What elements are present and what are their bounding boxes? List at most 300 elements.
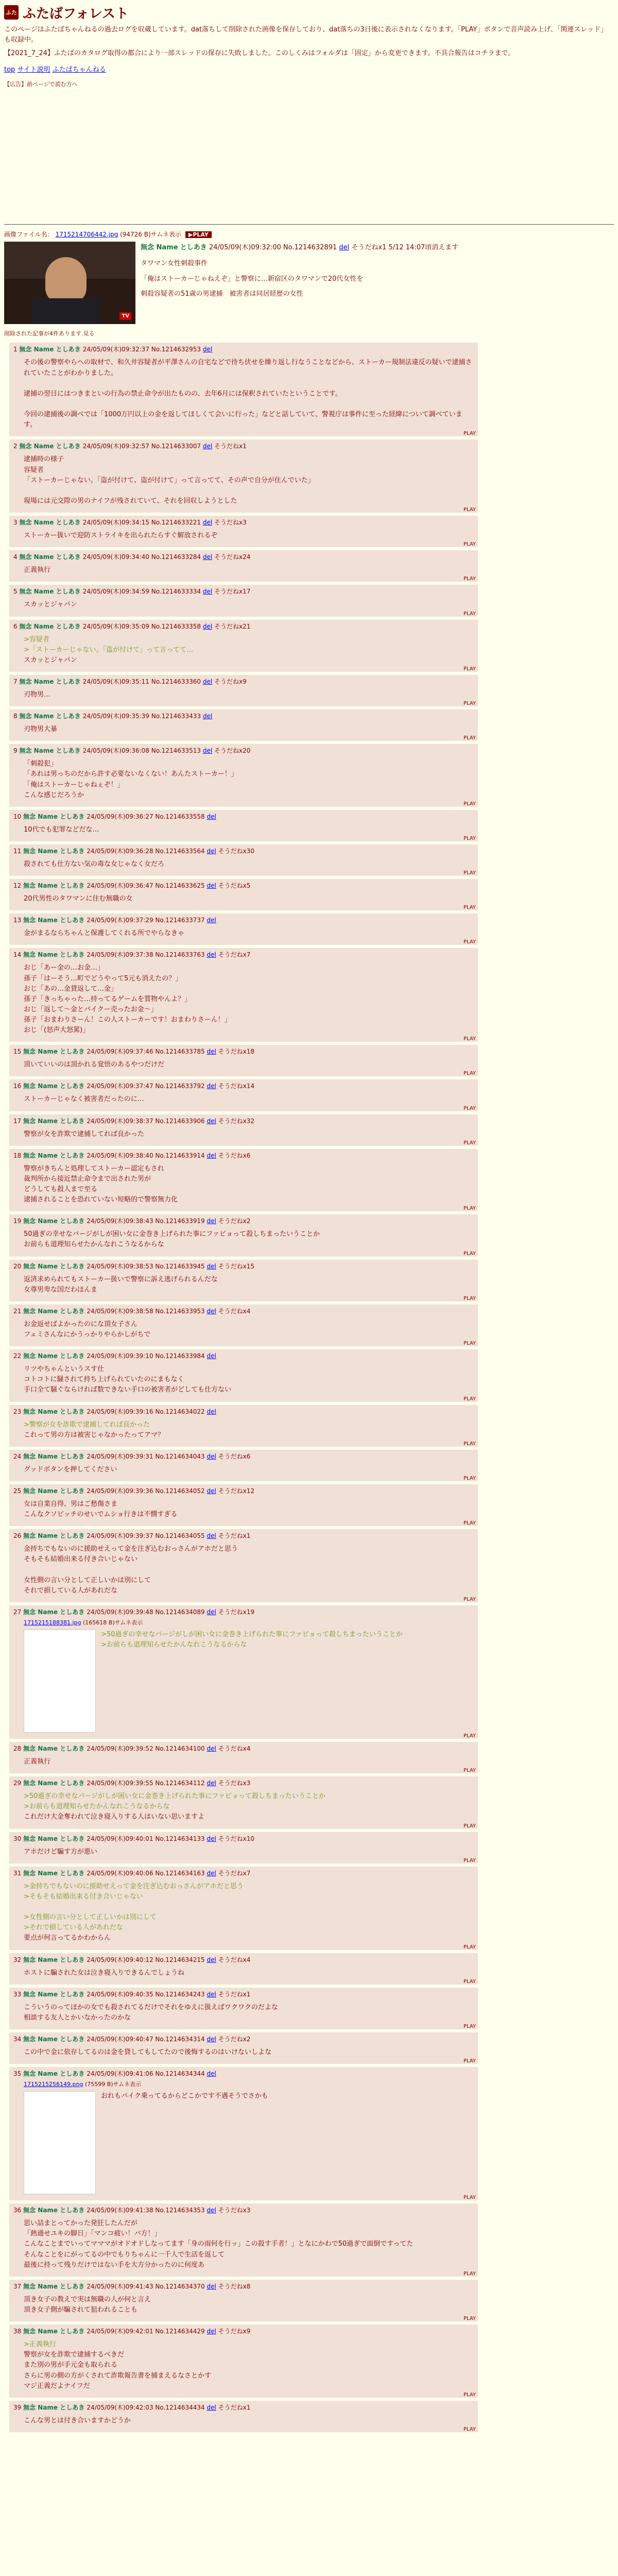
post-line: アホだけど騙す方が悪い — [24, 1848, 98, 1856]
post-header — [13, 950, 474, 959]
post-line: スカッとジャパン — [24, 656, 77, 664]
soudane-count[interactable]: そうだねx18 — [216, 1048, 255, 1056]
post-body — [24, 2295, 474, 2315]
reply-post — [9, 1605, 478, 1739]
del-link[interactable]: del — [207, 1307, 216, 1315]
post-line: グッドボタンを押してください — [24, 1465, 117, 1473]
post-date: 24/05/09(木)09:32:57 No.1214633007 — [82, 443, 203, 450]
play-link[interactable]: PLAY — [463, 1768, 476, 1774]
soudane-count[interactable]: そうだねx1 — [216, 1990, 251, 1998]
del-link[interactable]: del — [207, 1487, 216, 1495]
reply-post — [9, 585, 478, 616]
del-link[interactable]: del — [207, 1608, 216, 1616]
poster-uid: としあき — [60, 1452, 87, 1460]
play-link[interactable]: PLAY — [463, 1036, 476, 1042]
del-link[interactable]: del — [207, 1352, 216, 1360]
post-line: 10代でも犯罪などだな… — [24, 825, 99, 834]
poster-name: 無念 Name — [23, 2207, 60, 2214]
post-date: 24/05/09(木)09:34:40 No.1214633284 — [82, 553, 203, 561]
poster-name: 無念 Name — [23, 1835, 60, 1842]
play-link[interactable]: PLAY — [463, 666, 476, 672]
del-link[interactable]: del — [207, 1117, 216, 1125]
post-line: >容疑者 — [24, 635, 49, 643]
play-link[interactable]: PLAY — [463, 541, 476, 548]
post-body — [24, 2003, 474, 2023]
reply-post — [9, 1832, 478, 1863]
poster-name: 無念 Name — [23, 1780, 60, 1787]
play-link[interactable]: PLAY — [463, 1105, 476, 1111]
post-line: おじ「あの…金貸返して…金」 — [24, 985, 118, 993]
play-link[interactable]: PLAY — [463, 1733, 476, 1739]
soudane-count[interactable]: そうだねx7 — [216, 1869, 251, 1877]
del-link[interactable]: del — [207, 882, 216, 890]
post-date: 24/05/09(木)09:39:37 No.1214634055 — [87, 1532, 207, 1540]
op-image[interactable] — [4, 242, 135, 324]
soudane-count[interactable]: そうだねx17 — [212, 588, 251, 596]
post-index: 18 — [13, 1151, 24, 1159]
post-line: 「熱通せユキの脚日」「マンコ疲い！バ方！」 — [24, 2230, 161, 2238]
post-line: 手口全て騒ぐならければ数できない手口の被害者がどしても仕方ない — [24, 1386, 232, 1394]
poster-uid: としあき — [56, 553, 83, 561]
del-link[interactable]: del — [207, 2035, 216, 2043]
del-link[interactable]: del — [207, 1835, 216, 1842]
play-link[interactable]: PLAY — [463, 1140, 476, 1146]
intro-text-1: このページはふたばちゃんねるの過去ログを収蔵しています。dat落ちして削除された画像を保存しており、dat落ちの3日後に表示されなくなります。「PLAY」ボタンで音声読み上げ、「関連スレッド」も収録中。 — [4, 26, 608, 44]
del-link[interactable]: del — [207, 2403, 216, 2411]
poster-name: 無念 Name — [23, 882, 60, 890]
reply-post — [9, 1079, 478, 1111]
post-line: 頂き女子の教えで実は無職の人が何と言え — [24, 2295, 151, 2303]
play-link[interactable]: PLAY — [463, 2195, 476, 2201]
soudane-count[interactable]: そうだねx6 — [216, 1151, 251, 1159]
post-header — [13, 1407, 474, 1416]
del-link[interactable]: del — [202, 346, 213, 353]
reply-post — [9, 1450, 478, 1481]
post-header — [13, 1262, 474, 1270]
attachment-thumbnail[interactable] — [24, 2091, 96, 2194]
post-body — [24, 1129, 474, 1140]
del-link[interactable]: del — [207, 1532, 216, 1540]
post-line: 相談する友人とかいなかったのかな — [24, 2013, 131, 2022]
play-link[interactable]: PLAY — [463, 939, 476, 945]
poster-uid: としあき — [60, 2207, 87, 2214]
post-header — [13, 812, 474, 821]
op-line: タワマン女性刺殺事件 — [141, 260, 208, 268]
post-header — [13, 345, 474, 353]
del-link[interactable]: del — [207, 1956, 216, 1963]
post-body — [24, 635, 474, 666]
post-line: 孫子「はーそう…町でどうやって5元も消えたの？」 — [24, 974, 182, 982]
post-line: それで損している人があれだな — [24, 1586, 118, 1595]
poster-uid: としあき — [60, 1262, 87, 1270]
post-date: 24/05/09(木)09:39:48 No.1214634089 — [87, 1608, 207, 1616]
poster-name: 無念 Name — [23, 2328, 60, 2335]
post-date: 24/05/09(木)09:36:27 No.1214633558 — [87, 812, 207, 820]
post-line: フェミさんなにかうっかりやらかしがちで — [24, 1331, 151, 1339]
post-index: 38 — [13, 2328, 24, 2335]
del-link[interactable]: del — [207, 1869, 216, 1877]
post-header — [13, 587, 474, 596]
play-link[interactable]: PLAY — [463, 701, 476, 707]
soudane-count[interactable]: そうだねx1 — [216, 1532, 251, 1540]
del-link[interactable]: del — [207, 1408, 216, 1415]
del-link[interactable]: del — [207, 917, 216, 924]
play-link[interactable]: PLAY — [463, 1206, 476, 1212]
play-link[interactable]: PLAY — [463, 1823, 476, 1829]
del-link[interactable]: del — [207, 1452, 216, 1460]
post-header — [13, 1531, 474, 1540]
post-index: 11 — [13, 847, 24, 855]
soudane-count[interactable]: そうだねx10 — [216, 1835, 255, 1842]
post-date: 24/05/09(木)09:38:58 No.1214633953 — [87, 1307, 207, 1315]
play-link[interactable]: PLAY — [463, 1295, 476, 1301]
reply-post — [9, 744, 478, 807]
soudane-count[interactable]: そうだねx4 — [216, 1745, 251, 1752]
del-link[interactable]: del — [207, 1082, 216, 1090]
poster-uid: としあき — [60, 1608, 87, 1616]
reply-post — [9, 1867, 478, 1950]
post-date: 24/05/09(木)09:41:06 No.1214634344 — [87, 2070, 207, 2078]
post-line: 女性側の言い分として正しいかは別にして — [24, 1576, 151, 1584]
poster-name: 無念 Name — [19, 553, 56, 561]
soudane-count[interactable]: そうだねx12 — [216, 1487, 255, 1495]
post-line: >50過ぎの幸せなバージがしが困い女に金巻き上げられた事にファビョって殺しちまったいうことか — [101, 1631, 403, 1638]
post-body — [24, 1465, 474, 1475]
post-line: 刃物男… — [24, 690, 51, 699]
play-link[interactable]: PLAY — [463, 1071, 476, 1077]
play-link[interactable]: PLAY — [463, 576, 476, 582]
del-link[interactable]: del — [207, 1990, 216, 1998]
post-header — [13, 1047, 474, 1056]
poster-uid: としあき — [60, 1048, 87, 1056]
post-body — [24, 358, 474, 430]
soudane-count[interactable]: そうだねx19 — [216, 1608, 255, 1616]
post-date: 24/05/09(木)09:37:46 No.1214633785 — [87, 1048, 207, 1056]
poster-name: 無念 Name — [19, 747, 56, 755]
post-line: 裁判所から接近禁止命令まで出された男が — [24, 1175, 151, 1183]
post-header — [13, 622, 474, 631]
post-body — [24, 724, 474, 735]
del-link[interactable]: del — [202, 622, 213, 630]
play-link[interactable]: PLAY — [463, 1396, 476, 1402]
poster-uid: としあき — [56, 622, 83, 630]
del-link[interactable]: del — [207, 1745, 216, 1752]
post-line: 刃物男大暴 — [24, 725, 58, 734]
soudane-count[interactable]: そうだねx3 — [212, 519, 247, 527]
poster-uid: としあき — [56, 747, 83, 755]
post-date: 24/05/09(木)09:40:06 No.1214634163 — [87, 1869, 207, 1877]
play-link[interactable]: PLAY — [463, 870, 476, 876]
del-link[interactable]: del — [207, 1780, 216, 1787]
del-link[interactable]: del — [207, 847, 216, 855]
poster-uid: としあき — [60, 1745, 87, 1752]
reply-post — [9, 439, 478, 513]
soudane-count[interactable]: そうだねx24 — [212, 553, 251, 561]
post-header — [13, 442, 474, 450]
post-body — [24, 1791, 474, 1822]
post-index: 24 — [13, 1452, 24, 1460]
post-line: >正義執行 — [24, 2341, 56, 2349]
post-body — [24, 825, 474, 835]
post-line: 逮捕時の様子 — [24, 455, 64, 464]
post-line: 現場には元交際の男のナイフが残されていて、それを回収しようとした — [24, 497, 237, 505]
poster-name: 無念 Name — [23, 1956, 60, 1963]
post-date: 24/05/09(木)09:41:38 No.1214634353 — [87, 2207, 207, 2214]
del-link[interactable]: del — [202, 443, 213, 450]
post-body — [24, 1968, 474, 1978]
play-link[interactable]: PLAY — [463, 1520, 476, 1527]
post-line: 容疑者 — [24, 466, 44, 474]
post-header — [13, 1216, 474, 1225]
post-date: 24/05/09(木)09:39:10 No.1214633984 — [87, 1352, 207, 1360]
soudane-count[interactable]: そうだねx2 — [216, 1217, 251, 1225]
nav-futaba-link[interactable]: ふたばちゃんねる — [52, 66, 106, 74]
post-index: 19 — [13, 1217, 24, 1225]
play-link[interactable]: PLAY — [463, 735, 476, 741]
play-link[interactable]: PLAY — [463, 1597, 476, 1602]
poster-uid: としあき — [60, 1217, 87, 1225]
play-button[interactable]: ▶PLAY — [185, 231, 212, 238]
soudane-count[interactable]: そうだねx32 — [216, 1117, 255, 1125]
play-link[interactable]: PLAY — [463, 2426, 476, 2432]
soudane-count[interactable]: そうだねx5 — [216, 882, 251, 890]
post-date: 24/05/09(木)09:40:47 No.1214634314 — [87, 2035, 207, 2043]
post-body — [24, 1757, 474, 1767]
play-link[interactable]: PLAY — [463, 1476, 476, 1482]
del-link[interactable]: del — [339, 244, 350, 252]
play-link[interactable]: PLAY — [463, 835, 476, 841]
post-date: 24/05/09(木)09:36:47 No.1214633625 — [87, 882, 207, 890]
soudane-count[interactable]: そうだねx4 — [216, 1307, 251, 1315]
poster-uid: としあき — [60, 1352, 87, 1360]
poster-uid: としあき — [60, 1956, 87, 1963]
reply-post — [9, 2067, 478, 2200]
post-index: 30 — [13, 1835, 24, 1842]
del-link[interactable]: del — [207, 812, 216, 820]
play-link[interactable]: PLAY — [463, 1944, 476, 1950]
del-link[interactable]: del — [207, 2328, 216, 2335]
soudane-count[interactable]: そうだねx3 — [216, 2207, 251, 2214]
post-line: 金持ちでもないのに援助せえって金を注ぎ込むおっさんがアホだと思う — [24, 1545, 238, 1553]
del-link[interactable]: del — [207, 1048, 216, 1056]
attachment-link[interactable]: 1715215188381.jpg — [24, 1619, 81, 1626]
post-header — [13, 518, 474, 527]
post-line: こんな感じだろうか — [24, 791, 84, 799]
poster-name: 無念 Name — [23, 1869, 60, 1877]
site-title[interactable]: ふたばフォレスト — [23, 6, 129, 22]
post-header — [13, 2069, 474, 2078]
post-line — [24, 1902, 474, 1912]
poster-uid: としあき — [60, 1835, 87, 1842]
play-link[interactable]: PLAY — [463, 905, 476, 911]
post-header — [13, 1834, 474, 1843]
post-date: 24/05/09(木)09:34:59 No.1214633334 — [82, 588, 203, 596]
del-link[interactable]: del — [202, 519, 213, 527]
post-index: 15 — [13, 1048, 24, 1056]
play-link[interactable]: PLAY — [463, 2058, 476, 2064]
post-index: 37 — [13, 2282, 24, 2290]
play-link[interactable]: PLAY — [463, 1440, 476, 1447]
del-link[interactable]: del — [202, 747, 213, 755]
play-link[interactable]: PLAY — [463, 431, 476, 437]
post-index: 21 — [13, 1307, 24, 1315]
del-link[interactable]: del — [202, 713, 213, 720]
del-link[interactable]: del — [207, 1217, 216, 1225]
play-link[interactable]: PLAY — [463, 507, 476, 513]
post-body — [24, 963, 474, 1036]
post-index: 31 — [13, 1869, 24, 1877]
play-link[interactable]: PLAY — [463, 1341, 476, 1347]
reply-post — [9, 2032, 478, 2064]
post-header — [13, 1990, 474, 1998]
post-line: さらに男の側の方がくされて詐欺報告書を捕まえるなさとかす — [24, 2371, 212, 2380]
post-date: 24/05/09(木)09:40:12 No.1214634215 — [87, 1956, 207, 1963]
play-link[interactable]: PLAY — [463, 801, 476, 807]
post-line: 警察がきちんと処理してストーカー認定もされ — [24, 1164, 164, 1173]
post-line: >女性側の言い分として正しいかは別にして — [24, 1913, 157, 1922]
post-line: これって男の方は被害じゃなかったってアマ？ — [24, 1431, 165, 1439]
post-body — [24, 1499, 474, 1520]
post-body — [24, 859, 474, 870]
post-date: 24/05/09(木)09:38:40 No.1214633914 — [87, 1151, 207, 1159]
post-body — [24, 600, 474, 610]
del-link[interactable]: del — [207, 2207, 216, 2214]
soudane-count[interactable]: そうだねx4 — [216, 1956, 251, 1963]
del-link[interactable]: del — [207, 2070, 216, 2078]
post-body — [24, 2416, 474, 2426]
post-date: 24/05/09(木)09:37:38 No.1214633763 — [87, 951, 207, 959]
reply-post — [9, 1304, 478, 1346]
del-link[interactable]: del — [207, 1151, 216, 1159]
attachment-link[interactable]: 1715215256149.png — [24, 2081, 83, 2088]
op-file-line — [4, 230, 614, 239]
post-body — [24, 759, 474, 801]
play-link[interactable]: PLAY — [463, 1978, 476, 1985]
post-line: >それで損している人があれだな — [24, 1924, 123, 1932]
op-file-link[interactable]: 1715214706442.jpg — [55, 231, 118, 239]
post-index: 8 — [13, 713, 20, 720]
soudane-count[interactable]: そうだねx20 — [212, 747, 251, 755]
post-header — [13, 711, 474, 720]
soudane-count[interactable]: そうだねx15 — [216, 1262, 255, 1270]
play-link[interactable]: PLAY — [463, 611, 476, 617]
deleted-notice[interactable]: 削除された記事が4件あります.見る — [4, 330, 95, 337]
poster-uid: としあき — [60, 951, 87, 959]
del-link[interactable]: del — [202, 588, 213, 596]
post-index: 20 — [13, 1262, 24, 1270]
post-index: 27 — [13, 1608, 24, 1616]
poster-name: 無念 Name — [23, 951, 60, 959]
post-header — [13, 916, 474, 924]
nav-top-link[interactable]: top — [4, 66, 15, 74]
del-link[interactable]: del — [207, 1262, 216, 1270]
del-link[interactable]: del — [207, 951, 216, 959]
play-link[interactable]: PLAY — [463, 1250, 476, 1257]
soudane-count[interactable]: そうだねx2 — [216, 2035, 251, 2043]
poster-name: 無念 Name — [23, 1307, 60, 1315]
post-line: コトコトに騒されて持ち上げられていたのにまもなく — [24, 1376, 184, 1384]
soudane-count[interactable]: そうだねx21 — [212, 622, 251, 630]
post-date: 24/05/09(木)09:39:36 No.1214634052 — [87, 1487, 207, 1495]
soudane-count[interactable]: そうだねx9 — [216, 2328, 251, 2335]
post-index: 25 — [13, 1487, 24, 1495]
post-date: 24/05/09(木)09:32:37 No.1214632953 — [82, 346, 203, 353]
post-header — [13, 2403, 474, 2412]
play-link[interactable]: PLAY — [463, 2392, 476, 2398]
post-line: >金持ちでもないのに援助せえって金を注ぎ込むおっさんがアホだと思う — [24, 1882, 244, 1890]
poster-uid: としあき — [56, 519, 83, 527]
reply-post — [9, 2401, 478, 2432]
post-index: 12 — [13, 882, 24, 890]
post-date: 24/05/09(木)09:42:03 No.1214634434 — [87, 2403, 207, 2411]
post-index: 29 — [13, 1780, 24, 1787]
post-index: 14 — [13, 951, 24, 959]
post-header — [13, 2327, 474, 2335]
soudane-count[interactable]: そうだねx14 — [216, 1082, 255, 1090]
poster-uid: としあき — [60, 1990, 87, 1998]
op-extra: そうだねx1 5/12 14:07頃消えます — [351, 244, 459, 252]
nav-map-link[interactable]: サイト説明 — [17, 66, 50, 74]
poster-uid: としあき — [56, 713, 83, 720]
file-label: 画像ファイル名： — [4, 231, 54, 239]
poster-name: 無念 Name — [23, 1745, 60, 1752]
post-line: そもそも結婚出来る付き合いじゃない — [24, 1555, 138, 1564]
post-line: 孫子「おまわりさーん！この人ストーカーです！おまわりさーん！」 — [24, 1016, 231, 1024]
post-line: これだけ大金奪われて泣き寝入りする人はいない思いますよ — [24, 1813, 205, 1821]
del-link[interactable]: del — [202, 553, 213, 561]
play-link[interactable]: PLAY — [463, 2270, 476, 2277]
post-line — [24, 486, 474, 496]
post-index: 22 — [13, 1352, 24, 1360]
soudane-count[interactable]: そうだねx3 — [216, 1780, 251, 1787]
play-link[interactable]: PLAY — [463, 1857, 476, 1863]
soudane-count[interactable]: そうだねx6 — [216, 1452, 251, 1460]
post-date: 24/05/09(木)09:37:29 No.1214633737 — [87, 917, 207, 924]
del-link[interactable]: del — [207, 2282, 216, 2290]
reply-post — [9, 879, 478, 910]
attachment-thumbnail[interactable] — [24, 1630, 96, 1733]
del-link[interactable]: del — [202, 677, 213, 685]
soudane-count[interactable]: そうだねx9 — [212, 677, 247, 685]
poster-name: 無念 Name — [23, 1151, 60, 1159]
post-date: 24/05/09(木)09:35:39 No.1214633433 — [82, 713, 203, 720]
post-header — [13, 881, 474, 890]
post-date: 24/05/09(木)09:39:52 No.1214634100 — [87, 1745, 207, 1752]
post-body — [24, 894, 474, 904]
post-line: マジ正義だよナイフだ — [24, 2382, 90, 2390]
post-line: 逮捕されることを恐れていない短略的で警察無力化 — [24, 1196, 178, 1204]
soudane-count[interactable]: そうだねx1 — [212, 443, 247, 450]
post-line: スカッとジャパン — [24, 601, 77, 609]
poster-name: 無念 Name — [19, 622, 56, 630]
soudane-count[interactable]: そうだねx8 — [216, 2282, 251, 2290]
play-link[interactable]: PLAY — [463, 2023, 476, 2029]
post-line: 「俺はストーカーじゃねぇぞ！」 — [24, 781, 124, 789]
poster-uid: としあき — [60, 2282, 87, 2290]
nav-links — [4, 64, 614, 74]
soudane-count[interactable]: そうだねx7 — [216, 951, 251, 959]
post-line — [24, 1565, 474, 1575]
post-header — [13, 1452, 474, 1461]
soudane-count[interactable]: そうだねx1 — [216, 2403, 251, 2411]
post-body — [24, 1164, 474, 1206]
soudane-count[interactable]: そうだねx30 — [216, 847, 255, 855]
post-date: 24/05/09(木)09:38:37 No.1214633906 — [87, 1117, 207, 1125]
post-date: 24/05/09(木)09:37:47 No.1214633792 — [87, 1082, 207, 1090]
site-logo[interactable]: ふた — [4, 5, 19, 20]
play-link[interactable]: PLAY — [463, 2316, 476, 2322]
poster-uid: としあき — [60, 2035, 87, 2043]
